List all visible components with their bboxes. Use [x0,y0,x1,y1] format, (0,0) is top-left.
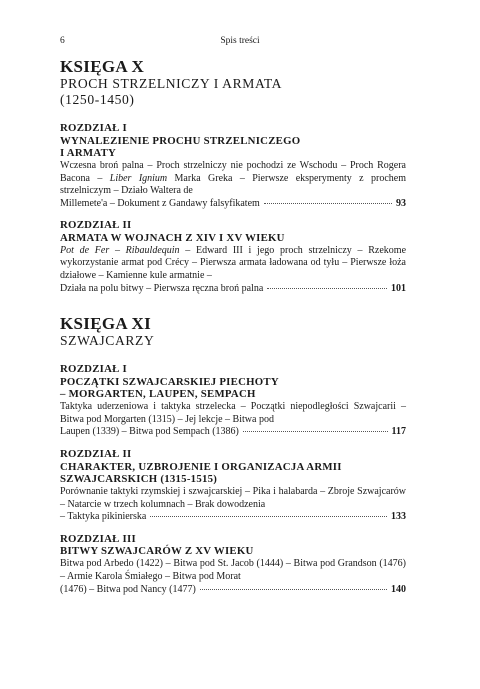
chapter-title: I ARMATY [60,147,117,159]
chapter-number: ROZDZIAŁ II [60,448,132,461]
book-subtitle: (1250-1450) [60,92,135,107]
toc-chapter-entry[interactable] [60,219,406,295]
book-section [60,315,406,596]
chapter-title: POCZĄTKI SZWAJCARSKIEJ PIECHOTY [60,375,279,388]
page-reference[interactable]: 133 [391,511,406,523]
dot-leader [264,203,392,204]
chapter-summary-last-line [60,283,406,296]
chapter-number: ROZDZIAŁ III [60,532,136,545]
page-number: 6 [60,36,65,46]
chapter-summary [60,486,406,524]
chapter-title: SZWAJCARSKICH (1315-1515) [60,473,218,486]
book-subtitle: SZWAJCARZY [60,333,155,349]
chapter-summary-text: Wczesna broń palna – Proch strzelniczy nie pochodzi ze Wschodu – Proch Rogera Bacona – Liber Ignium Marka Greka – Pierwsze eksperymenty z prochem strzelniczym – Działo Waltera de [60,160,406,197]
book-section [60,58,406,295]
chapter-title: WYNALEZIENIE PROCHU STRZELNICZEGO [60,134,301,147]
page-reference[interactable]: 140 [391,583,406,595]
page-reference[interactable]: 117 [391,426,406,438]
page-reference[interactable]: 101 [391,282,406,294]
book-title: KSIĘGA X [60,57,145,76]
dot-leader [267,288,387,289]
chapter-summary-last-line [60,426,406,439]
toc-chapter-entry[interactable] [60,448,406,524]
chapter-summary-text: Taktyka uderzeniowa i taktyka strzelecka – Początki niepodległości Szwajcarii – Bitwa pod Morgarten (1315) – Jej lekcje – Bitwa pod [60,401,406,425]
chapter-number: ROZDZIAŁ I [60,122,127,134]
chapter-summary-text: Bitwa pod Arbedo (1422) – Bitwa pod St. Jacob (1444) – Bitwa pod Grandson (1476) – Armie Karola Śmiałego – Bitwa pod Morat [60,558,406,582]
table-of-contents [60,58,406,616]
chapter-summary-tail: Laupen (1339) – Bitwa pod Sempach (1386) [60,426,239,438]
toc-chapter-entry[interactable] [60,533,406,596]
toc-chapter-entry[interactable] [60,363,406,439]
dot-leader [243,431,388,432]
chapter-title: CHARAKTER, UZBROJENIE I ORGANIZACJA ARMII [60,460,342,473]
page-reference[interactable]: 93 [396,197,406,209]
chapter-summary [60,558,406,596]
chapter-title: ARMATA W WOJNACH Z XIV I XV WIEKU [60,231,285,244]
dot-leader [200,589,387,590]
toc-chapter-entry[interactable] [60,122,406,210]
chapter-title: BITWY SZWAJCARÓW Z XV WIEKU [60,545,254,558]
chapter-summary-tail: Działa na polu bitwy – Pierwsza ręczna broń palna [60,282,264,294]
chapter-summary-last-line [60,511,406,524]
book-subtitle: PROCH STRZELNICZY I ARMATA [60,76,283,91]
chapter-summary-tail: (1476) – Bitwa pod Nancy (1477) [60,583,196,595]
dot-leader [150,516,387,517]
chapter-summary [60,401,406,439]
chapter-summary-tail: – Taktyka pikinierska [60,511,147,523]
running-header [60,36,420,50]
chapter-number: ROZDZIAŁ I [60,363,127,376]
chapter-number: ROZDZIAŁ II [60,219,132,232]
chapter-summary-text: Porównanie taktyki rzymskiej i szwajcarskiej – Pika i halabarda – Zbroje Szwajcarów – Natarcie w trzech kolumnach – Brak dowodzenia [60,486,406,510]
running-title: Spis treści [220,36,260,46]
chapter-summary-tail: Millemete'a – Dokument z Gandawy falsyfikatem [60,197,260,209]
chapter-summary-text: Pot de Fer – Ribauldequin – Edward III i jego proch strzelniczy – Rzekome wykorzystanie armat pod Crécy – Pierwsza armata ładowana od tyłu – Pierwsze łoża działowe – Kamienne kule armatnie – [60,244,407,282]
book-title: KSIĘGA XI [60,314,152,334]
chapter-summary-last-line [60,198,406,211]
chapter-summary-last-line [60,584,406,597]
chapter-title: – MORGARTEN, LAUPEN, SEMPACH [60,388,256,401]
chapter-summary [60,160,406,210]
chapter-summary [60,245,406,295]
